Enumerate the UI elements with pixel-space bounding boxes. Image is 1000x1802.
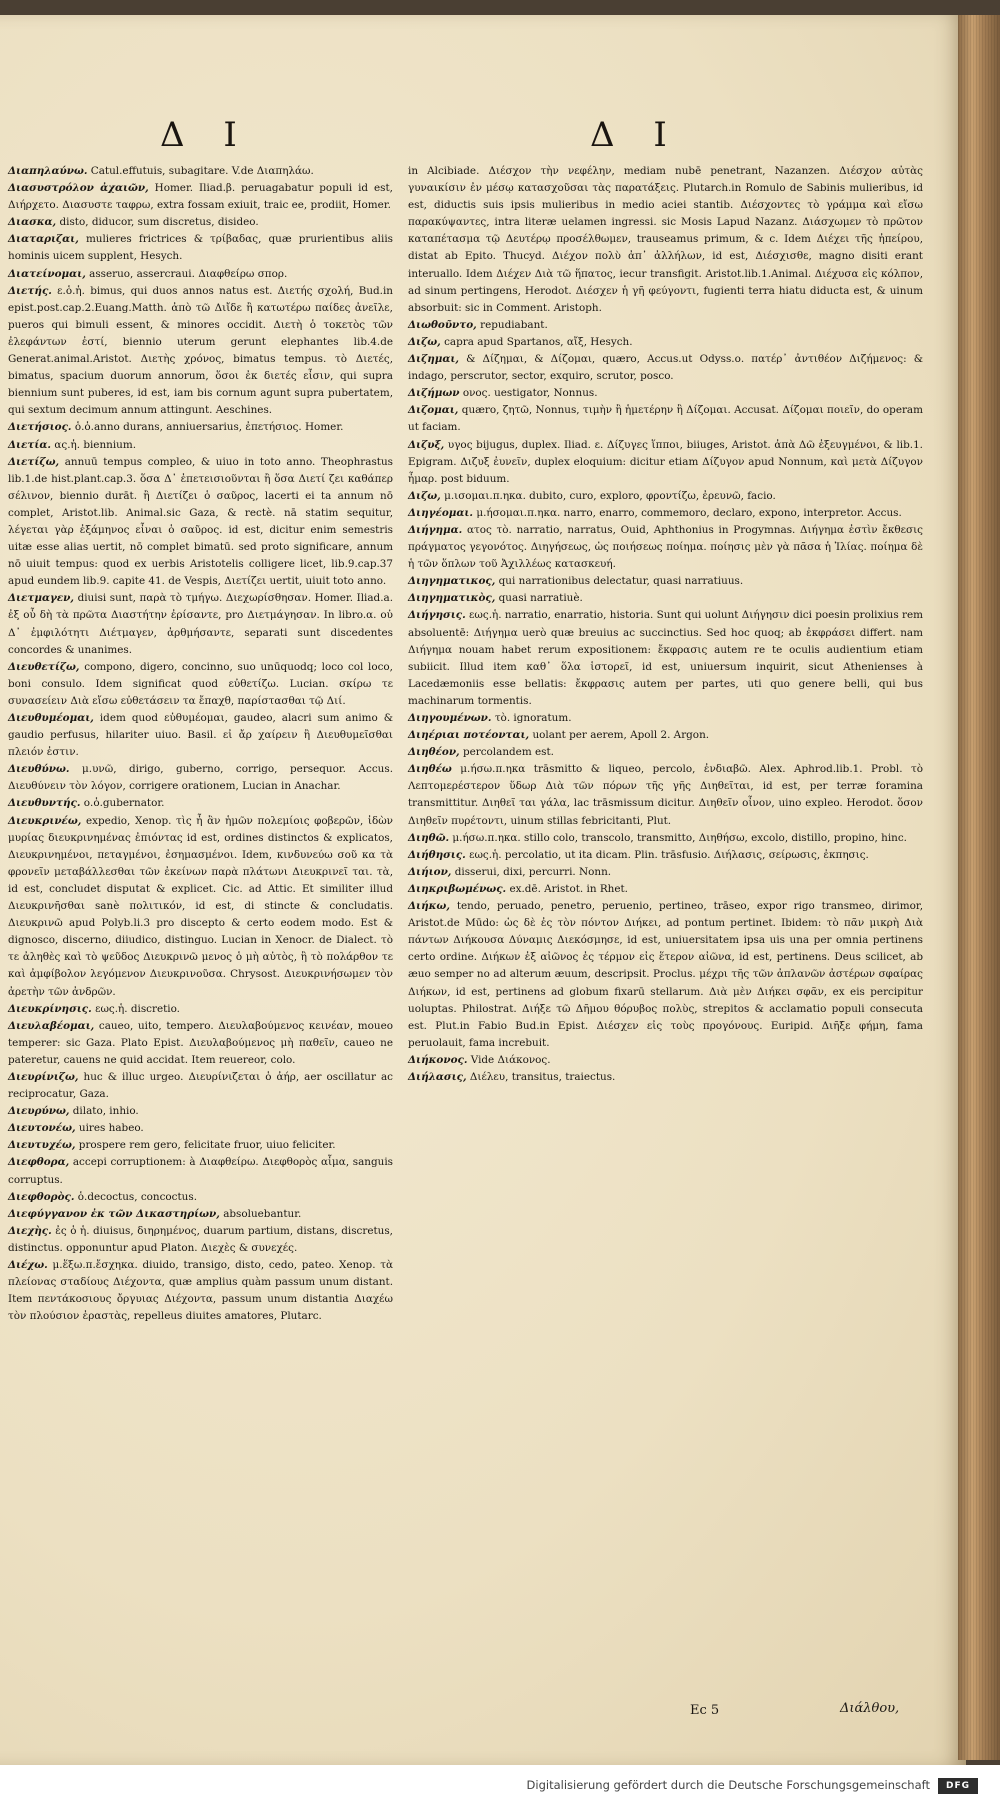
- dictionary-entry: [8, 266, 393, 283]
- entry-definition: μ.υνῶ, dirigo, guberno, corrigo, persequor. Accus. Διευθύνειν τὸν λόγον, corrigere orationem, Lucian in Anachar.: [8, 763, 393, 793]
- dictionary-entry: [408, 710, 923, 727]
- dictionary-entry: [408, 334, 923, 351]
- dictionary-entry: [408, 437, 923, 488]
- entry-definition: ε.ὁ.ἡ. bimus, qui duos annos natus est. Διετής σχολή, Bud.in epist.post.cap.2.Euang.Matth. ἀπὸ τῶ Διἴδε ἢ κατωτέρω παίδες ἀνεῖλε, pueros qui bimuli essent, & minores occidit. Διετὴ ὁ τοκετὸς τῶν ἐλεφάντων ἐστί, biennio uterum gerunt elephantes lib.4.de Generat.animal.Aristot. Διετὴς χρόνος, bimatus tempus. τὸ Διετές, bimatus, spacium duorum annorum, ὅσοι ἐκ διετές εἶσιν, qui supra biennium sunt puberes, id est, iam bis cornum agunt supra pubertatem, qui sextum decimum annum attingunt. Aeschines.: [8, 284, 393, 417]
- entry-definition: annuū tempus compleo, & uiuo in toto anno. Theophrastus lib.1.de hist.plant.cap.3. ὅσα Δ᾽ ἐπετεισιοῦνται ἢ ὅσα Διετί ζει καθάπερ σέλινον, biennio durāt. ἢ Διετίζει ὁ σαῦρος, lacerti ei ta annum nō complet, Aristot.lib. Animal.sic Gaza, & rectè. nā statim sequitur, λέγεται γὰρ ἐξάμηνος εἶναι ὁ σαῦρος. id est, dicitur enim semestris uitæ esse alias uertit, nō complet bimatū. sed proto significare, annum nō uiuit tempus: quod ex uerbis Aristotelis colligere licet, lib.9.cap.37 apud eundem lib.9. capite 41. de Vespis, Διετίζει uertit, uiuit toto anno.: [8, 455, 393, 588]
- dictionary-entry: [8, 1223, 393, 1257]
- book-page: [0, 15, 966, 1765]
- dictionary-entry: [8, 1018, 393, 1069]
- entry-definition: uolant per aerem, Apoll 2. Argon.: [532, 729, 710, 742]
- entry-definition: μ.ήσω.π.ηκα trāsmitto & liqueo, percolo, ἐνδιαβῶ. Alex. Aphrod.lib.1. Probl. τὸ Λεπτομερέστερον ὕδωρ Διὰ τῶν πόρων τῆς γῆς Διηθεῖται, id est, per terræ foramina transmittitur. Διηθεῖ ται γάλα, lac trāsmissum dicitur. Διηθεῖν οἶνον, uino expleo. Herodot. ὅσον Διηθεῖν πυρέτοντι, uinum stillas febricitanti, Plut.: [408, 763, 924, 827]
- entry-headword: Διηθέον,: [408, 746, 460, 759]
- entry-headword: Διωθοῦντο,: [408, 318, 477, 331]
- dictionary-entry: [8, 659, 393, 710]
- dictionary-entry: [8, 419, 393, 436]
- entry-definition: ο.ὁ.gubernator.: [83, 797, 165, 810]
- entry-definition: absoluebantur.: [223, 1207, 302, 1220]
- dictionary-entry: [8, 813, 393, 1001]
- entry-headword: Διηθέω: [408, 763, 452, 776]
- dictionary-entry: [8, 1189, 393, 1206]
- entry-definition: μ.ισομαι.π.ηκα. dubito, curo, exploro, φροντίζω, ἐρευνῶ, facio.: [444, 489, 776, 502]
- entry-definition: tendo, peruado, penetro, peruenio, pertineo, trāseo, expor rigo transmeo, dirimor, Aristot.de Mūdo: ὡς δὲ ἐς τὸν πόντον Διήκει, ad pontum pertinet. Ibidem: τὸ πᾶν μικρὴ Διὰ πάντων Διήκουσα Δύναμις Διεκόσμησε, id est, uniuersitatem ipsa uis una per omnia pertinens certo ordine. Διήκων ἐξ αἰῶνος ἐς τέρμον εἰς ἕτερον αἰῶνα, id est, pertinens. Deus scilicet, ab æuo semper no ad alterum æuum, descripsit. Proclus. μέχρι τῆς τῶν ἀπλανῶν ἀστέρων σφαίρας Διήκων, id est, pertinens ad globum fixarū stellarum. Διὰ μὲν Διήκει σφᾶν, ex eis percipitur uoluptas. Philostrat. Διήξε τῶ Δῆμου θόρυβος πολὺς, strepitos & acclamatio populi consecuta est. Plut.in Fabio Bud.in Epist. Διέσχεν εἰς τοὺς προγόνους. Euripid. Διῆξε φήμη, fama peruolauit, fama increbuit.: [408, 900, 923, 1049]
- entry-definition: ὁ.decoctus, concoctus.: [77, 1190, 198, 1203]
- book-edge: [958, 15, 1000, 1760]
- dictionary-entry: [408, 385, 923, 402]
- dictionary-entry: [8, 214, 393, 231]
- entry-definition: repudiabant.: [480, 318, 548, 331]
- entry-definition: uires habeo.: [78, 1122, 144, 1135]
- entry-definition: ὁ.ὁ.anno durans, anniuersarius, ἐπετήσιος. Homer.: [74, 421, 344, 434]
- dictionary-entry: [8, 283, 393, 420]
- entry-headword: Διζυξ,: [408, 438, 445, 451]
- dictionary-entry: [408, 522, 923, 573]
- dictionary-entry: [8, 710, 393, 761]
- dictionary-entry: [408, 573, 923, 590]
- entry-headword: Διευθυμέομαι,: [8, 712, 94, 724]
- entry-definition: ατος τὸ. narratio, narratus, Ouid, Aphthonius in Progymnas. Διήγημα ἐστὶν ἔκθεσις πράγματος γεγονότος. Διηγήσεως, ὡς ποιήσεως ποίημα. ποίησις μὲν γὰ πᾶσα ἡ Ἰλίας. ποίημα δὲ ἡ τῶν ὅπλων τοῦ Ἀχιλλέως κατασκευή.: [408, 523, 923, 571]
- entry-definition: percolandem est.: [462, 746, 554, 759]
- entry-definition: idem quod εὐθυμέομαι, gaudeo, alacri sum animo & gaudio perfusus, hilariter uiuo. Basil. εἰ ἄρ χαίρειν ἢ Διευθυμεῖσθαι πλειόν ἐστιν.: [8, 712, 393, 759]
- entry-definition: caueo, uito, tempero. Διευλαβούμενος κεινέαν, moueo temperer: sic Gaza. Plato Epist. Διευλαβούμενος μὴ παθεῖν, caueo ne pateretur, cauens ne quid accidat. Item reuereor, colo.: [8, 1019, 393, 1066]
- dictionary-entry: [8, 1206, 393, 1223]
- dictionary-entry: [408, 830, 923, 847]
- entry-definition: μ.ήσω.π.ηκα. stillo colo, transcolo, transmitto, Διηθήσω, excolo, distillo, propino, hinc.: [452, 831, 907, 844]
- entry-headword: Διηγηματικὸς,: [408, 592, 496, 605]
- dictionary-entry: [408, 847, 923, 864]
- dictionary-entry: [8, 1257, 393, 1325]
- entry-headword: Διέχω.: [8, 1259, 48, 1271]
- entry-headword: Διευρίνιζω,: [8, 1070, 79, 1083]
- entry-definition: μ.ἕξω.π.ἔσχηκα. diuido, transigo, disto, cedo, pateo. Xenop. τὰ πλείονας σταδίους Διέχοντα, quæ amplius quàm passum unum distant. Item πεντάκοσιους ὄργυιας Διέχοντα, passum unum distantia Διαχέω τὸν πλούσιον ἐραστὰς, repelleus diuites amatores, Plutarc.: [8, 1259, 393, 1323]
- dictionary-entry: [8, 1001, 393, 1018]
- entry-headword: Διαταριζαι,: [8, 233, 79, 246]
- dictionary-entry: [408, 864, 923, 881]
- entry-definition: qui narrationibus delectatur, quasi narratiuus.: [498, 575, 744, 588]
- entry-headword: Διατείνομαι,: [8, 267, 86, 280]
- entry-definition: Διέλευ, transitus, traiectus.: [469, 1070, 616, 1083]
- entry-headword: Διαπηλαύνω.: [8, 165, 88, 177]
- entry-headword: Διασυστρόλον ἀχαιῶν,: [8, 182, 149, 195]
- entry-headword: Διευθύνω.: [8, 763, 70, 776]
- entry-headword: Διηγηματικος,: [408, 575, 496, 588]
- dictionary-entry: [8, 437, 393, 454]
- entry-headword: Διετήσιος.: [8, 421, 72, 434]
- entry-headword: Διευθετίζω,: [8, 660, 80, 673]
- entry-definition: & Δίζημαι, & Δίζομαι, quæro, Accus.ut Odyss.ο. πατέρ᾽ ἀντιθέον Διζήμενος: & indago, perscrutor, sector, exquiro, scrutor, posco.: [408, 353, 923, 383]
- footer-bar: [0, 1765, 1000, 1802]
- entry-definition: dilato, inhio.: [72, 1105, 139, 1118]
- signature-mark: [690, 1703, 719, 1718]
- running-head-left: Δ I: [160, 115, 251, 155]
- dictionary-entry: [8, 1103, 393, 1120]
- dictionary-entry: [8, 590, 393, 658]
- entry-headword: Διηγέομαι.: [408, 506, 473, 519]
- entry-definition: quasi narratiuè.: [498, 592, 583, 605]
- entry-definition: ex.dē. Aristot. in Rhet.: [509, 882, 628, 895]
- entry-headword: Διήθησις.: [408, 848, 466, 861]
- entry-headword: Διευκρινέω,: [8, 814, 82, 827]
- dictionary-entry: [8, 1069, 393, 1103]
- entry-definition: quæro, ζητῶ, Nonnus, τιμὴν ἢ ἡμετέρην ἢ Δίζομαι. Accusat. Δίζομαι ποιεῖν, do operam ut faciam.: [408, 404, 923, 434]
- entry-definition: accepi corruptionem: à Διαφθείρω. Διεφθορὸς αἷμα, sanguis corruptus.: [8, 1156, 393, 1186]
- dictionary-entry: [408, 1052, 923, 1069]
- funding-notice: Digitalisierung gefördert durch die Deutsche Forschungsgemeinschaft: [526, 1778, 930, 1792]
- entry-headword: Διήιον,: [408, 865, 452, 878]
- entry-headword: Διευρύνω,: [8, 1105, 70, 1118]
- entry-headword: Διετμαγεν,: [8, 592, 75, 605]
- entry-headword: Διετία.: [8, 438, 52, 451]
- entry-headword: Διευτυχέω,: [8, 1139, 76, 1152]
- signature-number: 5: [710, 1703, 720, 1718]
- entry-headword: Διεφθορὸς.: [8, 1190, 75, 1203]
- dictionary-entry: [8, 454, 393, 591]
- entry-definition: ἐς ὁ ἡ. diuisus, διηρημένος, duarum partium, distans, discretus, distinctus. opponuntur apud Platon. Διεχὲς & συνεχές.: [8, 1224, 393, 1254]
- dictionary-entry: [408, 163, 923, 317]
- entry-definition: disserui, dixi, percurri. Nonn.: [454, 865, 612, 878]
- dictionary-entry: [8, 761, 393, 795]
- entry-headword: Διηέριαι ποτέονται,: [408, 729, 530, 742]
- entry-definition: huc & illuc urgeo. Διευρίνιζεται ὁ ἀήρ, aer oscillatur ac reciprocatur, Gaza.: [8, 1070, 393, 1101]
- entry-headword: Διευθυντής.: [8, 797, 81, 810]
- entry-definition: υγος bijugus, duplex. Iliad. ε. Δίζυγες ἵπποι, biiuges, Aristot. ἀπὰ Δῶ ἐξευγμένοι, & lib.1. Epigram. Διζυξ ἐυνεῖν, duplex eloquium: dicitur etiam Δίζυγον apud Nonnum, καὶ μετὰ Δίζυγον ἦμαρ. post biduum.: [408, 438, 923, 485]
- dictionary-entry: [408, 402, 923, 436]
- entry-headword: Διεχὴς.: [8, 1224, 52, 1237]
- dictionary-entry: [408, 317, 923, 334]
- entry-headword: Διήκω,: [408, 900, 450, 913]
- entry-definition: εως.ἡ. discretio.: [95, 1002, 180, 1015]
- dictionary-entry: [408, 898, 923, 1052]
- dfg-logo: DFG: [938, 1778, 978, 1794]
- left-column: [8, 163, 393, 1325]
- dictionary-entry: [408, 761, 923, 829]
- entry-definition: ας.ἡ. biennium.: [54, 438, 137, 451]
- entry-definition: Vide Διάκονος.: [470, 1053, 551, 1066]
- entry-headword: Διεφύγγανον ἐκ τῶν Δικαστηρίων,: [8, 1207, 220, 1220]
- entry-headword: Διετής.: [8, 284, 52, 297]
- entry-definition: expedio, Xenop. τὶς ἦ ἂν ἡμῶν πολεμίοις φοβερῶν, ἰδὼν μυρίας διευκρινημένας ἐπιόντας id est, ordines distinctos & explicatos, Διευκρινημένοι, πεταγμένοι, ἐσημασμένοι. Idem, κινδυνεύω σοῦ κα τὰ φρονεῖν μεταβάλλεσθαι τῶν ἐκείνων παρὰ πλάτωνι Διευκρινεῖ ται. τὰ, id est, concludet disputat & explicet. Cic. ad Attic. Et similiter illud Διευκρινῆσθαι sanè πολιτικόν, id est, di stincte & concludatis. Διευκρινῶ apud Polyb.li.3 pro discepto & certo eodem modo. Est & dignosco, discerno, diiudico, distinguo. Lucian in Xenocr. de Dialect. τὸ τε ἀληθὲς καὶ τὸ ψεῦδος Διευκρινῶ μενος ὁ μὴ αὐτὸς, ἢ τὸ πολάρθον τε καὶ ἀμφίβολον λεγόμενον Διευκρινοῦσα. Chrysost. Διευκρινήσωμεν τὸν ἀρετὴν τῶν ἀνδρῶν.: [8, 814, 393, 998]
- dictionary-entry: [8, 1154, 393, 1188]
- entry-headword: Διευτονέω,: [8, 1122, 76, 1135]
- entry-definition: mulieres frictrices & τρίβαδας, quæ prurientibus aliis hominis uicem supplent, Hesych.: [8, 233, 393, 263]
- dictionary-entry: [8, 1137, 393, 1154]
- entry-headword: Διζω,: [408, 335, 441, 348]
- entry-headword: Διετίζω,: [8, 455, 60, 468]
- entry-definition: asseruo, assercraui. Διαφθείρω σπορ.: [89, 267, 288, 280]
- entry-definition: disto, diducor, sum discretus, disideo.: [59, 216, 259, 229]
- dictionary-entry: [408, 607, 923, 710]
- entry-headword: Διευλαβέομαι,: [8, 1019, 95, 1032]
- entry-definition: Catul.effutuis, subagitare. V.de Διαπηλάω.: [90, 165, 314, 177]
- dictionary-entry: [8, 180, 393, 214]
- dictionary-entry: [8, 231, 393, 265]
- entry-headword: Διζω,: [408, 489, 441, 502]
- dictionary-entry: [8, 795, 393, 812]
- entry-definition: Homer. Iliad.β. peruagabatur populi id est, Διήρχετο. Διασυστε ταφρω, extra fossam exiuit, traic ee, prodiit, Homer.: [8, 182, 393, 212]
- entry-headword: Διασκα,: [8, 216, 57, 229]
- entry-definition: compono, digero, concinno, suo unūquodq; loco col loco, boni consulo. Idem significat quod εὐθετίζω. Lucian. σκίρω τε συνασείειν Διὰ εἴσω εὐθετάσειν τα ἔπαχθ, παρίστασθαι τῷ Διί.: [8, 660, 393, 707]
- entry-headword: Διήγησις.: [408, 609, 466, 622]
- entry-definition: τὸ. ignoratum.: [494, 712, 572, 724]
- dictionary-entry: [408, 727, 923, 744]
- catchword: Διάλθου,: [840, 1701, 900, 1716]
- entry-definition: μ.ήσομαι.π.ηκα. narro, enarro, commemoro, declaro, expono, interpretor. Accus.: [476, 506, 902, 519]
- dictionary-entry: [8, 163, 393, 180]
- entry-headword: Διζομαι,: [408, 404, 459, 417]
- entry-definition: εως.ἡ. percolatio, ut ita dicam. Plin. trāsfusio. Διήλασις, σείρωσις, ἐκπησις.: [469, 848, 869, 861]
- entry-headword: Διήκονος.: [408, 1053, 468, 1066]
- entry-headword: Διζήμων: [408, 387, 460, 400]
- entry-definition: prospere rem gero, felicitate fruor, uiuo feliciter.: [78, 1139, 336, 1152]
- dictionary-entry: [408, 488, 923, 505]
- entry-headword: Διήλασις,: [408, 1070, 467, 1083]
- entry-definition: in Alcibiade. Διέσχον τὴν νεφέλην, mediam nubē penetrant, Nazanzen. Διέσχον αὐτὰς γυναικίσιν ἐν μέσῳ κατασχοῦσαι τὰς παρατάξεις. Plutarch.in Romulo de Sabinis mulieribus, id est, diductis suis ipsis mulieribus in medio aciei stantib. Διέσχοντες τὸ γράμμα καὶ εἴσω παρακύψαντες, intra literæ uelamen ingressi. sic Mosis Lapud Nazanz. Διάσχωμεν τὸ πρῶτον καταπέτασμα τῷ Δευτέρῳ προσέλθωμεν, trauseamus primum, & c. Idem Διέχει τῆς ἠπείρου, distat ab Epito. Thucyd. Διέχον πολὺ ἀπ᾽ ἀλλήλων, id est, Διέσχισθε, magno disiti erant interuallo. Idem Διέχεν Διὰ τῶ ἥπατος, iecur transfigit. Aristot.lib.1.Animal. Διέχυσα εἰς κόλπον, ad sinum pertingens, Herodot. Διέσχεν ἡ γῆ φεύγοντι, fugienti terra hiatu diducta est, & uinum absorbuit: sic in Comment. Aristoph.: [408, 165, 923, 314]
- dictionary-entry: [8, 1120, 393, 1137]
- dictionary-entry: [408, 351, 923, 385]
- entry-definition: capra apud Spartanos, αἴξ, Hesych.: [444, 335, 633, 348]
- entry-headword: Διεφθορα,: [8, 1156, 70, 1169]
- entry-definition: diuisi sunt, παρὰ τὸ τμήγω. Διεχωρίσθησαν. Homer. Iliad.a. ἐξ οὗ δὴ τὰ πρῶτα Διαστήτην ἐρίσαντε, pro Διετμάγησαν. In libro.α. οὐ Δ᾽ ἐμφιλότητι Διέτμαγεν, ἀρθμήσαντε, separati sunt discedentes concordes & unanimes.: [8, 592, 393, 656]
- running-head-right: Δ I: [590, 115, 681, 155]
- entry-definition: εως.ἡ. narratio, enarratio, historia. Sunt qui uolunt Διήγησιν dici poesin prolixius rem absoluentē: Διήγημα uerò quæ breuius ac succinctius. Sed hoc quoq; ab ἐκφράσει differt. nam Διήγημα nouam habet rerum expositionem: ἔκφρασις autem re te oculis audientium etiam subiicit. Illud item καθ᾽ ὅλα ἱστορεῖ, id est, uniuersum inquirit, sicut Athenienses à Lacedæmoniis esse bellatis: ἔκφρασις autem per partes, uti quo genere belli, qui bus machinarum tormentis.: [408, 609, 923, 707]
- signature-letters: Ec: [690, 1703, 707, 1718]
- dictionary-entry: [408, 505, 923, 522]
- entry-headword: Διήγημα.: [408, 523, 463, 536]
- entry-headword: Διευκρίνησις.: [8, 1002, 92, 1015]
- entry-headword: Διηγουμένων.: [408, 712, 492, 724]
- right-column: [408, 163, 923, 1086]
- entry-headword: Διζημαι,: [408, 353, 460, 366]
- dictionary-entry: [408, 1069, 923, 1086]
- entry-headword: Διηθῶ.: [408, 831, 450, 844]
- entry-headword: Διηκριβωμένως.: [408, 882, 507, 895]
- dictionary-entry: [408, 881, 923, 898]
- dictionary-entry: [408, 744, 923, 761]
- dictionary-entry: [408, 590, 923, 607]
- entry-definition: ονος. uestigator, Nonnus.: [462, 387, 598, 400]
